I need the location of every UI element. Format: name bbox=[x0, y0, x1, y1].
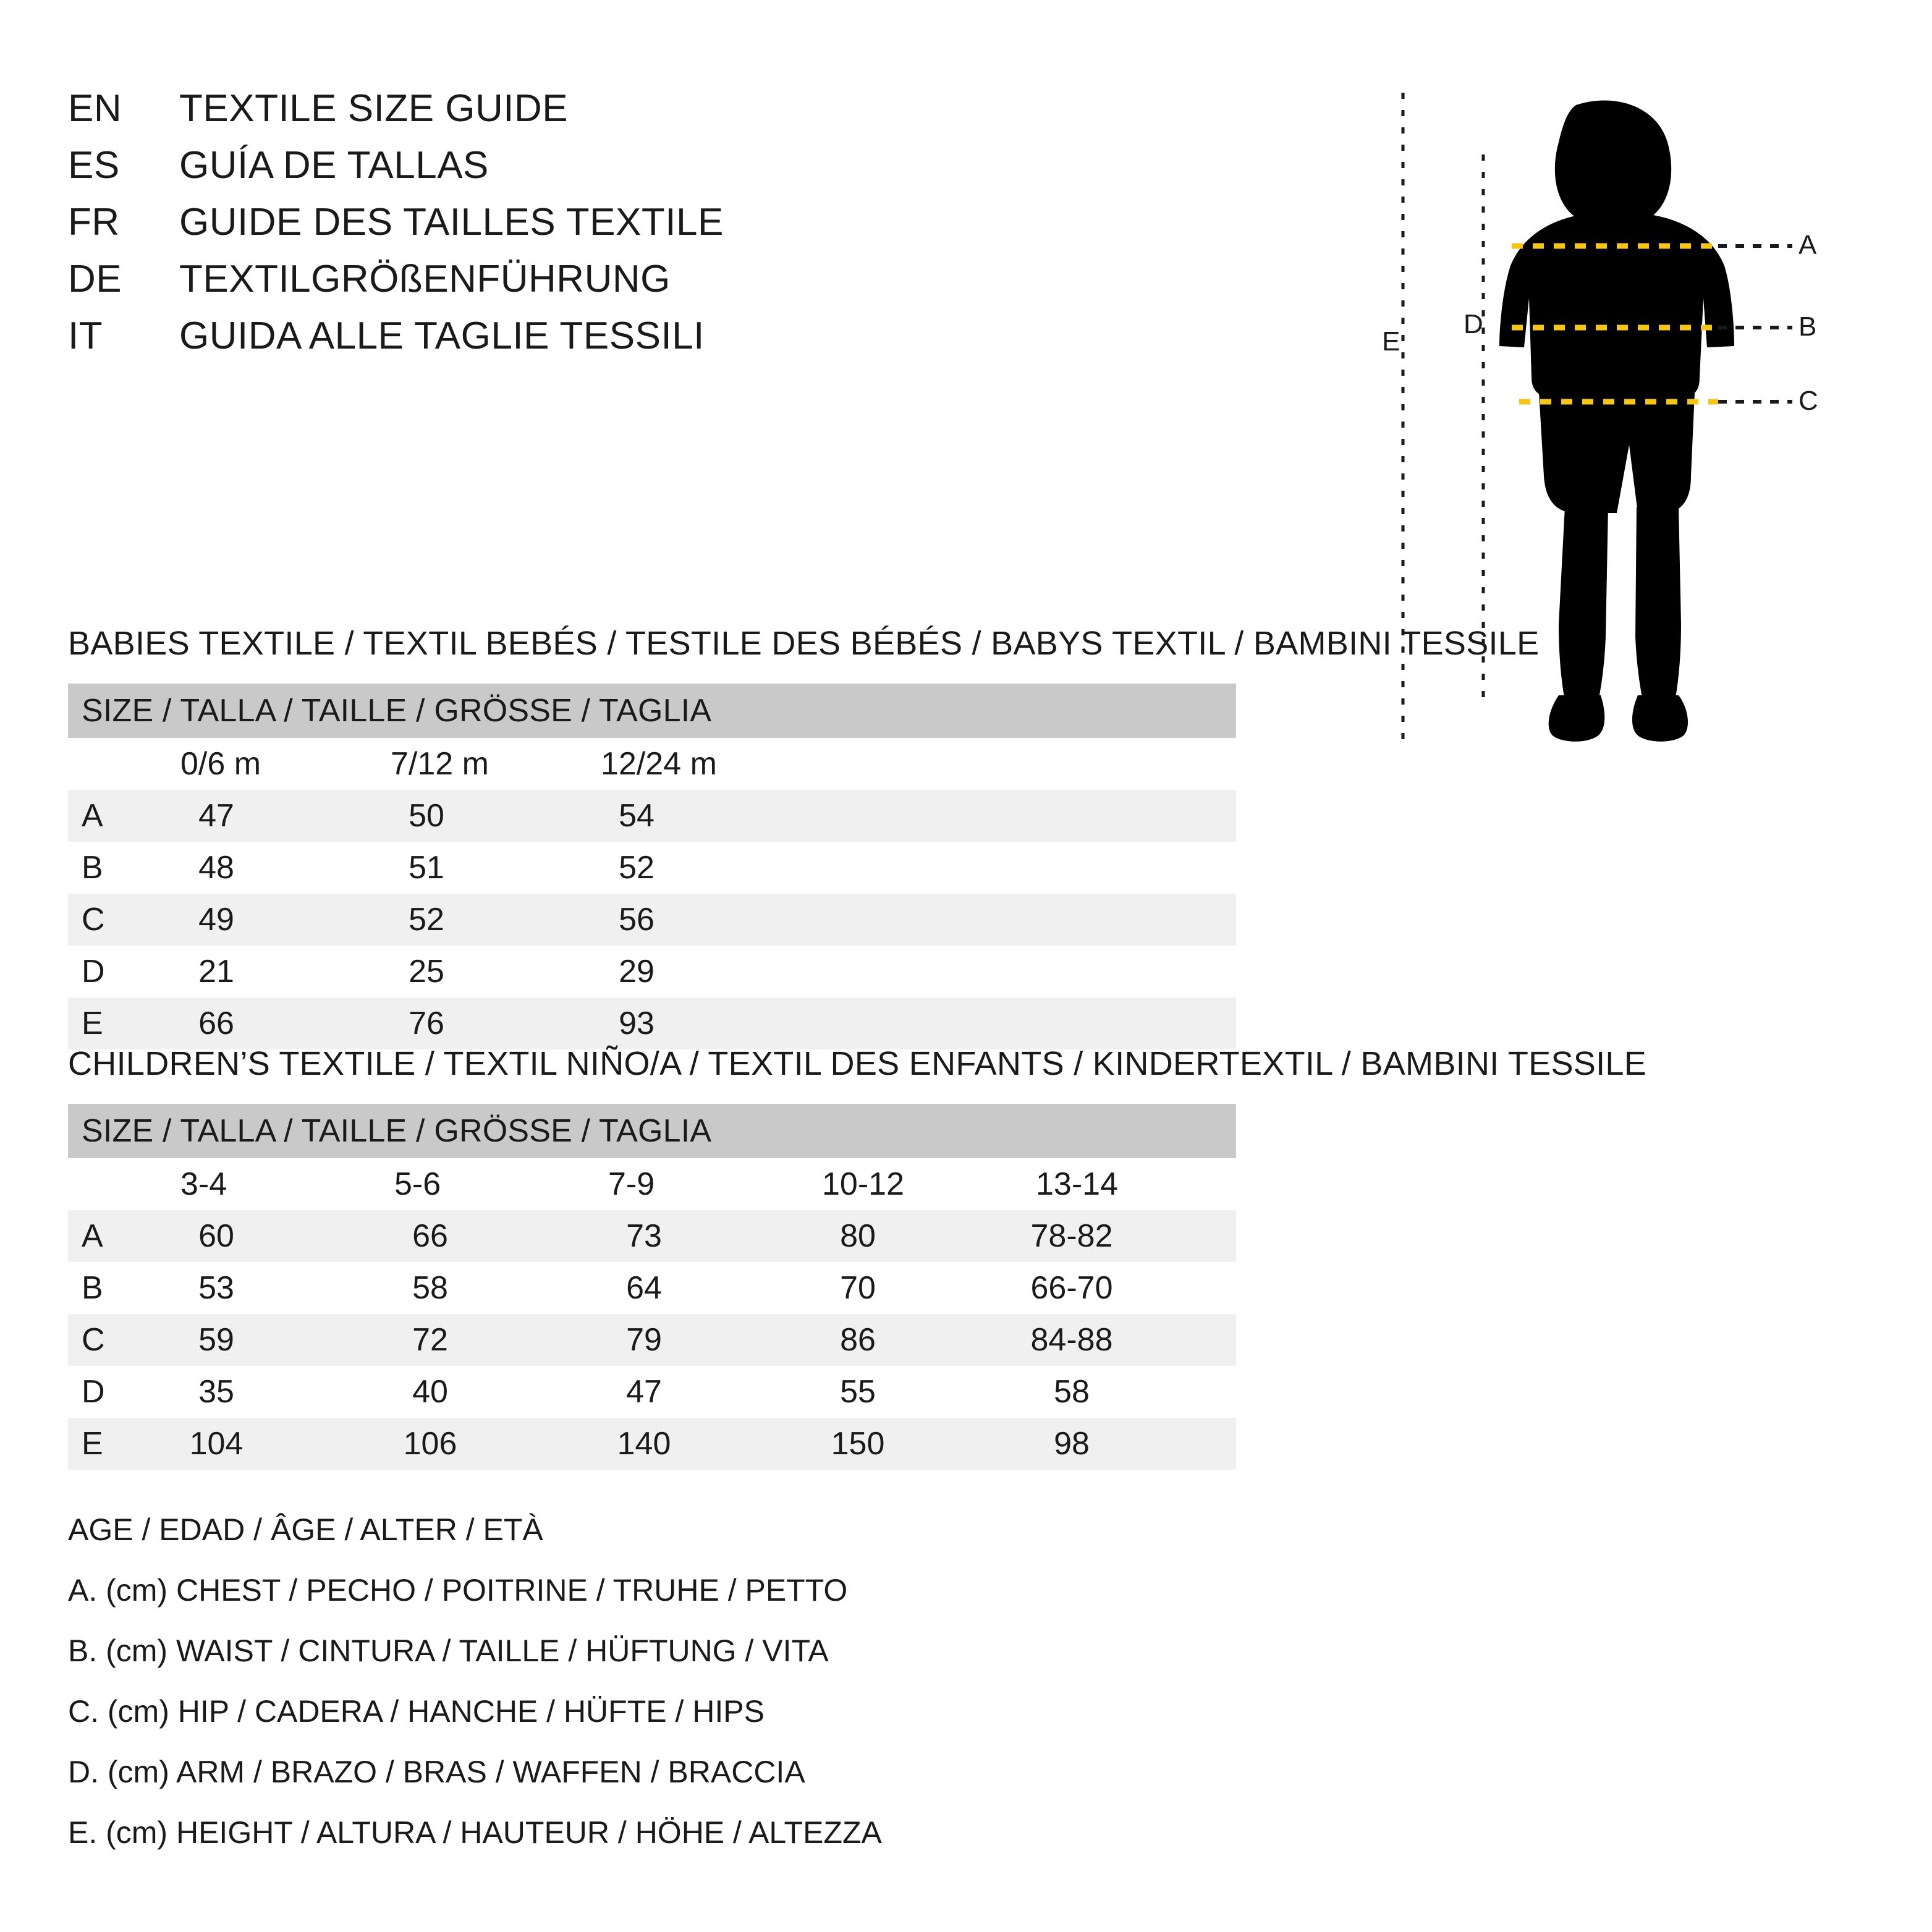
table-row bbox=[68, 1418, 1236, 1470]
cell: 66 bbox=[381, 1210, 595, 1262]
row-label: C bbox=[68, 1314, 167, 1366]
cell: 53 bbox=[198, 1270, 234, 1306]
cell: 98 bbox=[1022, 1418, 1236, 1470]
row-label: B bbox=[82, 850, 103, 886]
cell: 52 bbox=[619, 850, 655, 886]
table-column-row bbox=[68, 738, 1236, 790]
table-row bbox=[68, 998, 1236, 1049]
cell: 50 bbox=[377, 790, 587, 842]
legend-line-waist: B. (cm) WAIST / CINTURA / TAILLE / HÜFTUNG / VITA bbox=[68, 1633, 829, 1668]
measurement-legend bbox=[68, 1514, 882, 1878]
legend-line-hip: C. (cm) HIP / CADERA / HANCHE / HÜFTE / HIPS bbox=[68, 1694, 765, 1729]
cell: 66 bbox=[167, 998, 377, 1049]
cell: 70 bbox=[840, 1270, 876, 1306]
cell: 47 bbox=[626, 1374, 662, 1410]
cell: 54 bbox=[587, 790, 797, 842]
cell: 47 bbox=[167, 790, 377, 842]
figure-label-e: E bbox=[1382, 326, 1400, 357]
language-row bbox=[68, 200, 1242, 257]
cell: 48 bbox=[198, 850, 234, 886]
language-title: TEXTILGRÖßENFÜHRUNG bbox=[179, 258, 671, 300]
cell: 80 bbox=[808, 1210, 1022, 1262]
cell: 76 bbox=[377, 998, 587, 1049]
cell: 21 bbox=[198, 954, 234, 989]
legend-line-chest: A. (cm) CHEST / PECHO / POITRINE / TRUHE / PETTO bbox=[68, 1573, 848, 1608]
cell: 29 bbox=[619, 954, 655, 989]
table-header-row bbox=[68, 684, 1236, 738]
cell: 59 bbox=[167, 1314, 381, 1366]
cell: 60 bbox=[167, 1210, 381, 1262]
cell: 66-70 bbox=[1030, 1270, 1113, 1306]
cell: 58 bbox=[1054, 1374, 1090, 1410]
row-label: E bbox=[68, 998, 167, 1049]
cell: 93 bbox=[587, 998, 797, 1049]
row-label: C bbox=[68, 894, 167, 946]
cell: 72 bbox=[381, 1314, 595, 1366]
cell: 73 bbox=[595, 1210, 808, 1262]
cell: 25 bbox=[409, 954, 444, 989]
children-size-table bbox=[68, 1104, 1236, 1470]
cell: 150 bbox=[808, 1418, 1022, 1470]
language-code: DE bbox=[68, 258, 122, 300]
language-title: TEXTILE SIZE GUIDE bbox=[179, 87, 569, 130]
cell: 78-82 bbox=[1022, 1210, 1236, 1262]
column-header: 0/6 m bbox=[180, 746, 261, 782]
table-row bbox=[68, 1314, 1236, 1366]
language-row bbox=[68, 314, 1242, 371]
figure-label-b: B bbox=[1799, 311, 1817, 342]
cell: 104 bbox=[167, 1418, 381, 1470]
cell: 40 bbox=[412, 1374, 448, 1410]
child-silhouette-icon bbox=[1391, 80, 1897, 773]
babies-size-table bbox=[68, 684, 1236, 1049]
cell: 106 bbox=[381, 1418, 595, 1470]
cell: 64 bbox=[626, 1270, 662, 1306]
table-row bbox=[68, 946, 1236, 998]
language-title: GUIDA ALLE TAGLIE TESSILI bbox=[179, 315, 705, 357]
table-row bbox=[68, 790, 1236, 842]
language-header-list bbox=[68, 87, 1242, 371]
cell: 51 bbox=[409, 850, 444, 886]
column-header: 7-9 bbox=[608, 1166, 655, 1202]
babies-table-header: SIZE / TALLA / TAILLE / GRÖSSE / TAGLIA bbox=[68, 684, 1236, 738]
table-row bbox=[68, 1366, 1236, 1418]
column-header: 10-12 bbox=[822, 1166, 904, 1202]
table-row bbox=[68, 894, 1236, 946]
legend-line-arm: D. (cm) ARM / BRAZO / BRAS / WAFFEN / BRACCIA bbox=[68, 1755, 805, 1789]
column-header: 13-14 bbox=[1036, 1166, 1118, 1202]
table-row bbox=[68, 1210, 1236, 1262]
language-title: GUÍA DE TALLAS bbox=[179, 144, 489, 187]
column-header: 5-6 bbox=[394, 1166, 441, 1202]
children-section-title: CHILDREN’S TEXTILE / TEXTIL NIÑO/A / TEXTIL DES ENFANTS / KINDERTEXTIL / BAMBINI TESSILE bbox=[68, 1045, 1647, 1082]
cell: 55 bbox=[840, 1374, 876, 1410]
row-label: D bbox=[82, 954, 105, 989]
language-code: IT bbox=[68, 315, 103, 357]
cell: 84-88 bbox=[1022, 1314, 1236, 1366]
cell: 49 bbox=[167, 894, 377, 946]
cell: 79 bbox=[595, 1314, 808, 1366]
row-label: D bbox=[82, 1374, 105, 1410]
legend-line-age: AGE / EDAD / ÂGE / ALTER / ETÀ bbox=[68, 1512, 543, 1547]
language-row bbox=[68, 257, 1242, 314]
row-label: A bbox=[68, 1210, 167, 1262]
column-header: 7/12 m bbox=[391, 746, 489, 782]
column-header: 12/24 m bbox=[601, 746, 717, 782]
cell: 58 bbox=[412, 1270, 448, 1306]
figure-label-a: A bbox=[1799, 230, 1817, 260]
table-row bbox=[68, 1262, 1236, 1314]
language-code: ES bbox=[68, 144, 120, 187]
figure-label-c: C bbox=[1799, 386, 1818, 416]
language-title: GUIDE DES TAILLES TEXTILE bbox=[179, 201, 724, 244]
children-table-header: SIZE / TALLA / TAILLE / GRÖSSE / TAGLIA bbox=[68, 1104, 1236, 1158]
cell: 52 bbox=[377, 894, 587, 946]
babies-section bbox=[68, 624, 1540, 1049]
language-code: EN bbox=[68, 87, 122, 130]
cell: 56 bbox=[587, 894, 797, 946]
language-row bbox=[68, 87, 1242, 143]
cell: 35 bbox=[198, 1374, 234, 1410]
babies-section-title: BABIES TEXTILE / TEXTIL BEBÉS / TESTILE DES BÉBÉS / BABYS TEXTIL / BAMBINI TESSILE bbox=[68, 625, 1540, 662]
figure-label-d: D bbox=[1464, 309, 1483, 339]
table-column-row bbox=[68, 1158, 1236, 1210]
cell: 86 bbox=[808, 1314, 1022, 1366]
measurement-figure bbox=[1382, 80, 1897, 773]
legend-line-height: E. (cm) HEIGHT / ALTURA / HAUTEUR / HÖHE / ALTEZZA bbox=[68, 1815, 882, 1850]
table-header-row bbox=[68, 1104, 1236, 1158]
row-label: B bbox=[82, 1270, 103, 1306]
language-code: FR bbox=[68, 201, 120, 244]
column-header: 3-4 bbox=[180, 1166, 227, 1202]
language-row bbox=[68, 143, 1242, 200]
row-label: E bbox=[68, 1418, 167, 1470]
cell: 140 bbox=[595, 1418, 808, 1470]
children-section bbox=[68, 1044, 1647, 1470]
table-row bbox=[68, 842, 1236, 894]
row-label: A bbox=[68, 790, 167, 842]
